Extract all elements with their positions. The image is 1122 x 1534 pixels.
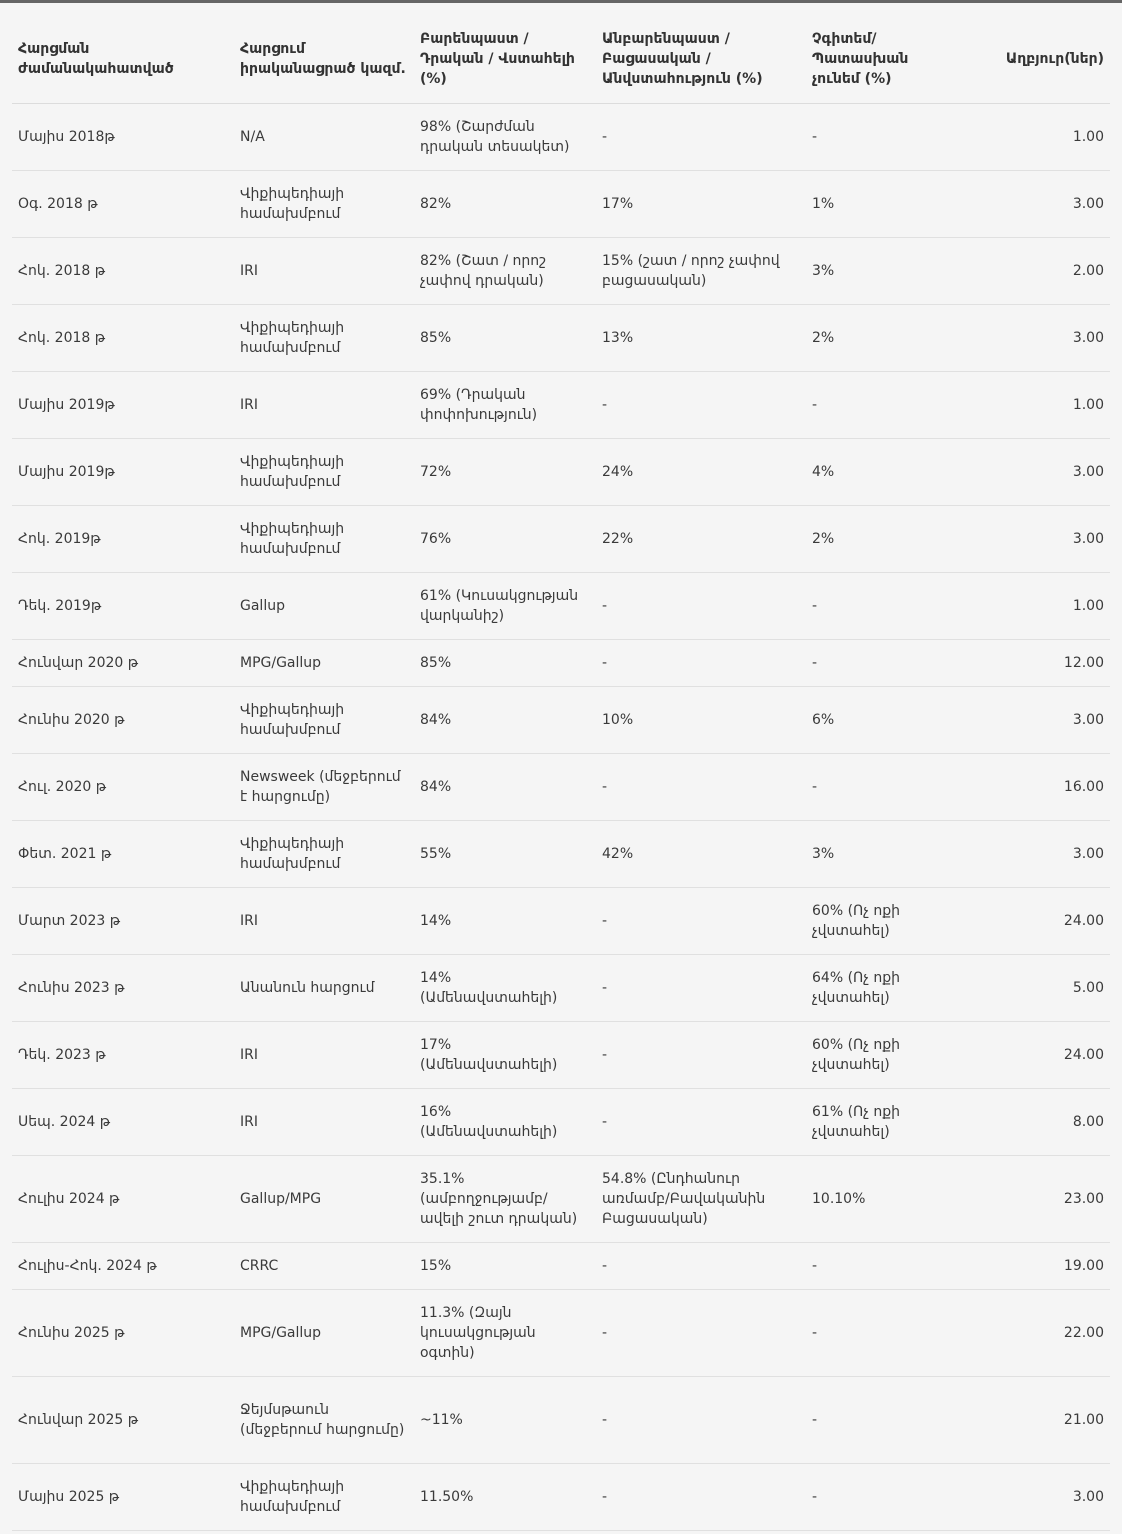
cell-sources: 8.00 xyxy=(956,1089,1110,1156)
header-period: Հարցման ժամանակահատված xyxy=(12,3,234,104)
table-header xyxy=(12,3,1110,104)
cell-sources: 3.00 xyxy=(956,171,1110,238)
cell-period: Հոկ. 2018 թ xyxy=(12,305,234,372)
cell-dont-know: 4% xyxy=(806,439,956,506)
cell-favorable: 11.50% xyxy=(414,1464,596,1531)
cell-period: Մայիս 2019թ xyxy=(12,372,234,439)
cell-sources: 16.00 xyxy=(956,754,1110,821)
cell-period: Հուլիս-Հոկ. 2024 թ xyxy=(12,1243,234,1290)
cell-sources: 3.00 xyxy=(956,439,1110,506)
cell-favorable: 16% (Ամենավստահելի) xyxy=(414,1089,596,1156)
cell-sources: 3.00 xyxy=(956,506,1110,573)
cell-sources: 5.00 xyxy=(956,955,1110,1022)
cell-sources: 2.00 xyxy=(956,238,1110,305)
cell-favorable: 85% xyxy=(414,640,596,687)
cell-unfavorable: - xyxy=(596,888,806,955)
cell-organization: Վիքիպեդիայի համախմբում xyxy=(234,506,414,573)
cell-favorable: 82% xyxy=(414,171,596,238)
cell-unfavorable: 15% (շատ / որոշ չափով բացասական) xyxy=(596,238,806,305)
cell-organization: IRI xyxy=(234,1022,414,1089)
cell-dont-know: - xyxy=(806,372,956,439)
cell-sources: 3.00 xyxy=(956,305,1110,372)
cell-dont-know: 60% (Ոչ ոքի չվստահել) xyxy=(806,888,956,955)
table-row xyxy=(12,573,1110,640)
table-row xyxy=(12,821,1110,888)
cell-organization: Վիքիպեդիայի համախմբում xyxy=(234,439,414,506)
cell-period: Մայիս 2019թ xyxy=(12,439,234,506)
cell-dont-know: 3% xyxy=(806,238,956,305)
cell-dont-know: 3% xyxy=(806,821,956,888)
cell-favorable: 61% (Կուսակցության վարկանիշ) xyxy=(414,573,596,640)
cell-dont-know: - xyxy=(806,1290,956,1377)
cell-period: Հուլ. 2020 թ xyxy=(12,754,234,821)
table-row xyxy=(12,955,1110,1022)
table-row xyxy=(12,1290,1110,1377)
table-row xyxy=(12,104,1110,171)
cell-organization: IRI xyxy=(234,888,414,955)
cell-period: Հունիս 2023 թ xyxy=(12,955,234,1022)
cell-organization: Newsweek (մեջբերում է հարցումը) xyxy=(234,754,414,821)
cell-organization: MPG/Gallup xyxy=(234,1290,414,1377)
cell-organization: N/A xyxy=(234,104,414,171)
cell-organization: Gallup/MPG xyxy=(234,1156,414,1243)
table-row xyxy=(12,171,1110,238)
cell-sources: 3.00 xyxy=(956,1464,1110,1531)
cell-sources: 23.00 xyxy=(956,1156,1110,1243)
cell-dont-know: 64% (Ոչ ոքի չվստահել) xyxy=(806,955,956,1022)
cell-unfavorable: - xyxy=(596,1464,806,1531)
cell-dont-know: - xyxy=(806,573,956,640)
cell-organization: IRI xyxy=(234,1089,414,1156)
cell-unfavorable: - xyxy=(596,104,806,171)
cell-favorable: 76% xyxy=(414,506,596,573)
cell-unfavorable: - xyxy=(596,1089,806,1156)
table-row xyxy=(12,439,1110,506)
cell-favorable: 14% (Ամենավստահելի) xyxy=(414,955,596,1022)
cell-sources: 19.00 xyxy=(956,1243,1110,1290)
cell-organization: Վիքիպեդիայի համախմբում xyxy=(234,1464,414,1531)
cell-dont-know: 6% xyxy=(806,687,956,754)
cell-period: Օգ. 2018 թ xyxy=(12,171,234,238)
cell-organization: Gallup xyxy=(234,573,414,640)
cell-period: Սեպ. 2024 թ xyxy=(12,1089,234,1156)
cell-period: Դեկ. 2019թ xyxy=(12,573,234,640)
table-row xyxy=(12,687,1110,754)
cell-dont-know: - xyxy=(806,640,956,687)
cell-unfavorable: - xyxy=(596,1022,806,1089)
cell-organization: IRI xyxy=(234,238,414,305)
cell-sources: 3.00 xyxy=(956,821,1110,888)
cell-organization: Վիքիպեդիայի համախմբում xyxy=(234,821,414,888)
cell-unfavorable: 22% xyxy=(596,506,806,573)
table-row xyxy=(12,640,1110,687)
table-row xyxy=(12,238,1110,305)
cell-favorable: 35.1% (ամբողջությամբ/ավելի շուտ դրական) xyxy=(414,1156,596,1243)
cell-sources: 21.00 xyxy=(956,1377,1110,1464)
cell-unfavorable: - xyxy=(596,1377,806,1464)
table-row xyxy=(12,1243,1110,1290)
cell-period: Մայիս 2025 թ xyxy=(12,1464,234,1531)
cell-period: Հունվար 2020 թ xyxy=(12,640,234,687)
cell-period: Փետ. 2021 թ xyxy=(12,821,234,888)
table-row xyxy=(12,1464,1110,1531)
cell-favorable: 69% (Դրական փոփոխություն) xyxy=(414,372,596,439)
table-row xyxy=(12,372,1110,439)
table-row xyxy=(12,305,1110,372)
cell-sources: 3.00 xyxy=(956,687,1110,754)
cell-favorable: 82% (Շատ / որոշ չափով դրական) xyxy=(414,238,596,305)
cell-organization: Վիքիպեդիայի համախմբում xyxy=(234,305,414,372)
cell-period: Հունվար 2025 թ xyxy=(12,1377,234,1464)
cell-period: Մայիս 2018թ xyxy=(12,104,234,171)
cell-period: Հոկ. 2019թ xyxy=(12,506,234,573)
table-body xyxy=(12,104,1110,1531)
cell-organization: Ջեյմսթաուն (մեջբերում հարցումը) xyxy=(234,1377,414,1464)
cell-period: Հունիս 2020 թ xyxy=(12,687,234,754)
cell-favorable: 11.3% (Զայն կուսակցության օգտին) xyxy=(414,1290,596,1377)
cell-dont-know: 1% xyxy=(806,171,956,238)
cell-period: Հունիս 2025 թ xyxy=(12,1290,234,1377)
cell-organization: CRRC xyxy=(234,1243,414,1290)
cell-sources: 22.00 xyxy=(956,1290,1110,1377)
table-row xyxy=(12,506,1110,573)
cell-unfavorable: 42% xyxy=(596,821,806,888)
cell-favorable: 84% xyxy=(414,687,596,754)
cell-favorable: 55% xyxy=(414,821,596,888)
cell-unfavorable: - xyxy=(596,372,806,439)
cell-period: Դեկ. 2023 թ xyxy=(12,1022,234,1089)
table-row xyxy=(12,1156,1110,1243)
cell-period: Մարտ 2023 թ xyxy=(12,888,234,955)
cell-unfavorable: 24% xyxy=(596,439,806,506)
poll-table xyxy=(12,3,1110,1531)
cell-organization: Վիքիպեդիայի համախմբում xyxy=(234,171,414,238)
table-row xyxy=(12,888,1110,955)
cell-favorable: 98% (Շարժման դրական տեսակետ) xyxy=(414,104,596,171)
cell-favorable: ~11% xyxy=(414,1377,596,1464)
cell-dont-know: - xyxy=(806,754,956,821)
cell-unfavorable: 17% xyxy=(596,171,806,238)
table-row xyxy=(12,754,1110,821)
cell-unfavorable: - xyxy=(596,754,806,821)
cell-unfavorable: 13% xyxy=(596,305,806,372)
header-dont-know: Չգիտեմ/ Պատասխան չունեմ (%) xyxy=(806,3,956,104)
table-container xyxy=(0,3,1122,1531)
table-row xyxy=(12,1089,1110,1156)
cell-favorable: 72% xyxy=(414,439,596,506)
cell-unfavorable: - xyxy=(596,640,806,687)
cell-favorable: 17% (Ամենավստահելի) xyxy=(414,1022,596,1089)
cell-organization: Անանուն հարցում xyxy=(234,955,414,1022)
header-organization: Հարցում իրականացրած կազմ. xyxy=(234,3,414,104)
cell-dont-know: 61% (Ոչ ոքի չվստահել) xyxy=(806,1089,956,1156)
cell-sources: 1.00 xyxy=(956,573,1110,640)
cell-sources: 24.00 xyxy=(956,888,1110,955)
header-row xyxy=(12,3,1110,104)
header-favorable: Բարենպաստ / Դրական / Վստահելի (%) xyxy=(414,3,596,104)
cell-favorable: 84% xyxy=(414,754,596,821)
cell-unfavorable: 10% xyxy=(596,687,806,754)
table-row xyxy=(12,1377,1110,1464)
cell-dont-know: - xyxy=(806,104,956,171)
cell-unfavorable: - xyxy=(596,1243,806,1290)
cell-dont-know: - xyxy=(806,1464,956,1531)
cell-sources: 24.00 xyxy=(956,1022,1110,1089)
cell-dont-know: - xyxy=(806,1243,956,1290)
cell-organization: IRI xyxy=(234,372,414,439)
cell-favorable: 85% xyxy=(414,305,596,372)
header-unfavorable: Անբարենպաստ / Բացասական / Անվստահություն (%) xyxy=(596,3,806,104)
cell-sources: 1.00 xyxy=(956,372,1110,439)
cell-dont-know: 10.10% xyxy=(806,1156,956,1243)
table-row xyxy=(12,1022,1110,1089)
cell-sources: 12.00 xyxy=(956,640,1110,687)
cell-sources: 1.00 xyxy=(956,104,1110,171)
cell-favorable: 14% xyxy=(414,888,596,955)
cell-dont-know: 2% xyxy=(806,305,956,372)
cell-dont-know: 60% (Ոչ ոքի չվստահել) xyxy=(806,1022,956,1089)
cell-favorable: 15% xyxy=(414,1243,596,1290)
cell-unfavorable: - xyxy=(596,1290,806,1377)
cell-organization: Վիքիպեդիայի համախմբում xyxy=(234,687,414,754)
cell-period: Հուլիս 2024 թ xyxy=(12,1156,234,1243)
cell-organization: MPG/Gallup xyxy=(234,640,414,687)
cell-period: Հոկ. 2018 թ xyxy=(12,238,234,305)
cell-unfavorable: - xyxy=(596,573,806,640)
cell-dont-know: 2% xyxy=(806,506,956,573)
cell-unfavorable: - xyxy=(596,955,806,1022)
cell-unfavorable: 54.8% (Ընդհանուր առմամբ/Բավականին Բացասական) xyxy=(596,1156,806,1243)
header-sources: Աղբյուր(ներ) xyxy=(956,3,1110,104)
cell-dont-know: - xyxy=(806,1377,956,1464)
